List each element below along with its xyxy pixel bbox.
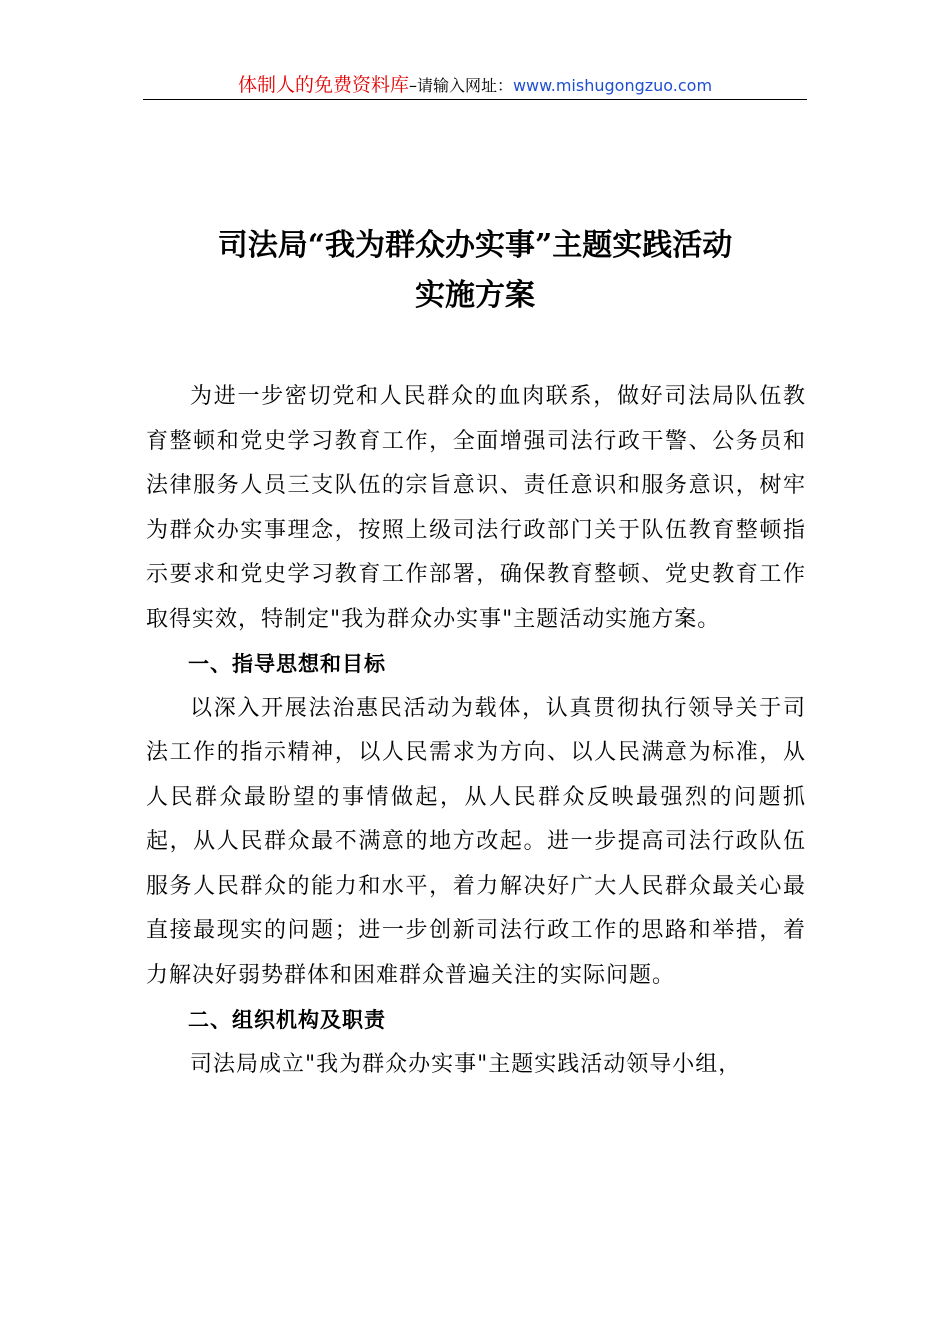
section-paragraph-2: 司法局成立"我为群众办实事"主题实践活动领导小组， [190,1051,742,1077]
document-body [146,375,806,1087]
page-header [143,70,807,100]
header-url-link[interactable]: www.mishugongzuo.com [512,76,713,95]
section-heading-1: 一、指导思想和目标 [188,652,386,676]
title-line-1: 司法局“我为群众办实事”主题实践活动 [217,228,733,263]
title-line-2: 实施方案 [415,278,535,313]
header-separator: –请输入网址： [408,76,513,95]
section-heading-2: 二、组织机构及职责 [188,1008,386,1032]
header-brand: 体制人的免费资料库 [237,74,409,96]
intro-paragraph: 为进一步密切党和人民群众的血肉联系，做好司法局队伍教育整顿和党史学习教育工作，全面增强司法行政干警、公务员和法律服务人员三支队伍的宗旨意识、责任意识和服务意识，树牢为群众办实事理念，按照上级司法行政部门关于队伍教育整顿指示要求和党史学习教育工作部署，确保教育整顿、党史教育工作取得实效，特制定"我为群众办实事"主题活动实施方案。 [146,384,806,632]
header-divider [143,99,807,100]
document-title [143,221,807,321]
section-paragraph-1: 以深入开展法治惠民活动为载体，认真贯彻执行领导关于司法工作的指示精神，以人民需求为方向、以人民满意为标准，从人民群众最盼望的事情做起，从人民群众反映最强烈的问题抓起，从人民群众最不满意的地方改起。进一步提高司法行政队伍服务人民群众的能力和水平，着力解决好广大人民群众最关心最直接最现实的问题；进一步创新司法行政工作的思路和举措，着力解决好弱势群体和困难群众普遍关注的实际问题。 [146,695,806,988]
